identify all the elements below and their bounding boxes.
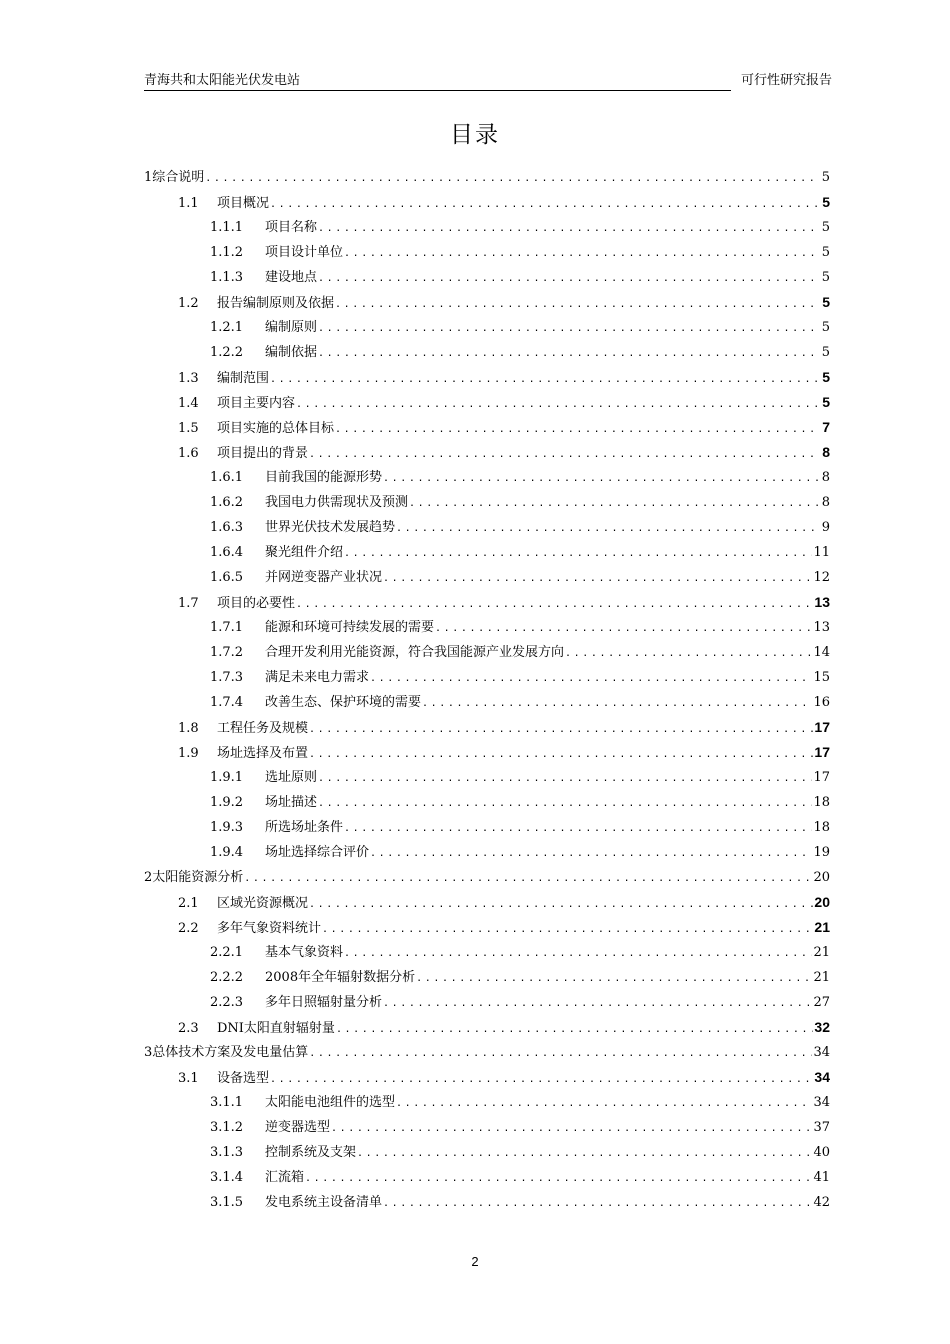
- toc-entry-number: 3: [144, 1045, 153, 1060]
- header-report-type: 可行性研究报告: [740, 73, 832, 88]
- toc-dot-leader: [318, 766, 812, 791]
- toc-entry-page: 14: [813, 645, 830, 660]
- toc-entry-label: 基本气象资料: [265, 945, 344, 960]
- toc-entry-number: 3.1.2: [210, 1120, 244, 1135]
- toc-entry-label: 聚光组件介绍: [265, 545, 344, 560]
- toc-entry[interactable]: [144, 415, 830, 440]
- toc-entry-page: 8: [821, 495, 830, 510]
- toc-entry-number: 1.1: [178, 196, 199, 211]
- toc-entry-label: 建设地点: [265, 270, 318, 285]
- toc-entry[interactable]: [144, 940, 830, 965]
- toc-entry-number: 1.6.5: [210, 570, 244, 585]
- toc-entry-number: 1.8: [178, 721, 199, 736]
- toc-entry-page: 5: [822, 194, 830, 210]
- toc-dot-leader: [344, 541, 812, 566]
- toc-entry-page: 5: [822, 294, 830, 310]
- toc-dot-leader: [422, 691, 812, 716]
- toc-entry-number: 1.2: [178, 296, 199, 311]
- toc-entry-number: 3.1.3: [210, 1145, 244, 1160]
- toc-entry-page: 34: [814, 1069, 830, 1085]
- toc-entry[interactable]: [144, 265, 830, 290]
- toc-entry[interactable]: [144, 840, 830, 865]
- toc-entry-number: 2.2.2: [210, 970, 244, 985]
- toc-dot-leader: [318, 216, 819, 241]
- toc-entry-page: 5: [822, 369, 830, 385]
- toc-entry-page: 16: [813, 695, 830, 710]
- toc-entry-label: 项目概况: [217, 196, 270, 211]
- toc-entry-label: 2008年全年辐射数据分析: [265, 970, 416, 985]
- toc-entry-page: 21: [813, 945, 830, 960]
- toc-entry-page: 19: [813, 845, 830, 860]
- toc-dot-leader: [335, 292, 819, 317]
- page-number: 2: [471, 1254, 479, 1269]
- toc-entry[interactable]: [144, 1090, 830, 1115]
- toc-dot-leader: [336, 1017, 813, 1042]
- toc-dot-leader: [309, 1041, 812, 1066]
- toc-entry-label: 项目名称: [265, 220, 318, 235]
- toc-entry-label: 项目主要内容: [217, 396, 296, 411]
- toc-dot-leader: [409, 491, 819, 516]
- toc-entry[interactable]: [144, 165, 830, 190]
- toc-entry-page: 40: [813, 1145, 830, 1160]
- toc-entry-number: 1.1.3: [210, 270, 244, 285]
- toc-entry[interactable]: [144, 315, 830, 340]
- toc-entry[interactable]: [144, 340, 830, 365]
- toc-entry-number: 2.3: [178, 1021, 199, 1036]
- toc-entry-page: 5: [821, 170, 830, 185]
- toc-entry-page: 8: [821, 470, 830, 485]
- toc-entry[interactable]: [144, 215, 830, 240]
- toc-dot-leader: [396, 516, 819, 541]
- toc-entry-label: 区域光资源概况: [217, 896, 309, 911]
- toc-entry-number: 1: [144, 170, 153, 185]
- toc-entry-label: 多年日照辐射量分析: [265, 995, 383, 1010]
- toc-entry-number: 3.1.1: [210, 1095, 244, 1110]
- toc-entry[interactable]: [144, 615, 830, 640]
- toc-entry-number: 1.6.1: [210, 470, 244, 485]
- toc-entry-number: 1.6.4: [210, 545, 244, 560]
- toc-entry-page: 15: [813, 670, 830, 685]
- toc-entry-label: 多年气象资料统计: [217, 921, 322, 936]
- toc-entry-number: 1.3: [178, 371, 199, 386]
- toc-dot-leader: [416, 966, 812, 991]
- toc-dot-leader: [305, 1166, 812, 1191]
- toc-entry-number: 1.7.2: [210, 645, 244, 660]
- toc-entry-label: 满足未来电力需求: [265, 670, 370, 685]
- toc-entry[interactable]: [144, 365, 830, 390]
- toc-entry[interactable]: [144, 190, 830, 215]
- toc-entry-page: 42: [813, 1195, 830, 1210]
- toc-dot-leader: [318, 791, 812, 816]
- toc-dot-leader: [270, 1067, 813, 1092]
- toc-entry-label: 汇流箱: [265, 1170, 305, 1185]
- toc-entry[interactable]: [144, 690, 830, 715]
- toc-dot-leader: [309, 742, 813, 767]
- toc-entry-label: 工程任务及规模: [217, 721, 309, 736]
- toc-entry-label: 并网逆变器产业状况: [265, 570, 383, 585]
- toc-entry[interactable]: [144, 1065, 830, 1090]
- toc-dot-leader: [318, 316, 819, 341]
- toc-entry-label: 项目的必要性: [217, 596, 296, 611]
- toc-entry-number: 1.6.2: [210, 495, 244, 510]
- toc-entry[interactable]: [144, 540, 830, 565]
- toc-entry-page: 20: [814, 894, 830, 910]
- toc-entry[interactable]: [144, 1190, 830, 1215]
- toc-dot-leader: [396, 1091, 812, 1116]
- toc-entry-page: 7: [822, 419, 830, 435]
- toc-entry-number: 1.9.2: [210, 795, 244, 810]
- toc-entry-page: 5: [822, 394, 830, 410]
- toc-entry[interactable]: [144, 515, 830, 540]
- toc-dot-leader: [344, 241, 819, 266]
- toc-entry-label: 改善生态、保护环境的需要: [265, 695, 422, 710]
- toc-entry-number: 1.9.3: [210, 820, 244, 835]
- toc-entry-page: 21: [814, 919, 830, 935]
- toc-entry[interactable]: [144, 290, 830, 315]
- toc-entry-page: 17: [814, 744, 830, 760]
- toc-entry-label: 场址描述: [265, 795, 318, 810]
- toc-entry-page: 17: [813, 770, 830, 785]
- toc-dot-leader: [296, 592, 813, 617]
- toc-entry-label: 发电系统主设备清单: [265, 1195, 383, 1210]
- toc-entry-page: 18: [813, 795, 830, 810]
- toc-dot-leader: [565, 641, 812, 666]
- toc-entry-page: 5: [821, 345, 830, 360]
- toc-entry-number: 1.7.1: [210, 620, 244, 635]
- toc-entry-number: 1.2.1: [210, 320, 244, 335]
- toc-entry-label: 场址选择综合评价: [265, 845, 370, 860]
- toc-entry-number: 1.7.3: [210, 670, 244, 685]
- toc-dot-leader: [383, 1191, 812, 1216]
- toc-dot-leader: [370, 841, 812, 866]
- toc-dot-leader: [344, 816, 812, 841]
- toc-dot-leader: [309, 442, 819, 467]
- toc-entry-label: 编制原则: [265, 320, 318, 335]
- toc-entry-number: 1.9: [178, 746, 199, 761]
- toc-entry-page: 27: [813, 995, 830, 1010]
- toc-entry[interactable]: [144, 790, 830, 815]
- toc-entry-page: 9: [821, 520, 830, 535]
- toc-entry-label: 目前我国的能源形势: [265, 470, 383, 485]
- toc-entry[interactable]: [144, 815, 830, 840]
- toc-entry[interactable]: [144, 240, 830, 265]
- toc-entry-page: 34: [813, 1045, 830, 1060]
- toc-entry-number: 2.1: [178, 896, 199, 911]
- toc-entry[interactable]: [144, 1140, 830, 1165]
- table-of-contents: [144, 165, 830, 1215]
- toc-dot-leader: [318, 266, 819, 291]
- toc-entry[interactable]: [144, 915, 830, 940]
- toc-entry-label: 所选场址条件: [265, 820, 344, 835]
- toc-entry[interactable]: [144, 740, 830, 765]
- toc-entry-label: 逆变器选型: [265, 1120, 331, 1135]
- toc-entry[interactable]: [144, 465, 830, 490]
- toc-entry[interactable]: [144, 990, 830, 1015]
- toc-entry[interactable]: [144, 1115, 830, 1140]
- toc-entry-number: 1.7: [178, 596, 199, 611]
- toc-entry-page: 32: [814, 1019, 830, 1035]
- header-document-title: 青海共和太阳能光伏发电站: [144, 73, 301, 88]
- toc-dot-leader: [318, 341, 819, 366]
- toc-entry-page: 13: [814, 594, 830, 610]
- toc-entry-number: 1.4: [178, 396, 199, 411]
- toc-dot-leader: [309, 892, 813, 917]
- toc-entry[interactable]: [144, 590, 830, 615]
- toc-entry-page: 11: [813, 545, 830, 560]
- toc-dot-leader: [270, 192, 819, 217]
- toc-entry-label: 世界光伏技术发展趋势: [265, 520, 396, 535]
- toc-dot-leader: [383, 466, 819, 491]
- toc-entry-label: 报告编制原则及依据: [217, 296, 335, 311]
- toc-entry-page: 37: [813, 1120, 830, 1135]
- toc-entry-label: 编制依据: [265, 345, 318, 360]
- toc-dot-leader: [205, 166, 819, 191]
- toc-entry-number: 1.9.4: [210, 845, 244, 860]
- toc-entry-page: 18: [813, 820, 830, 835]
- toc-entry-label: 项目设计单位: [265, 245, 344, 260]
- toc-dot-leader: [309, 717, 813, 742]
- toc-entry-label: 合理开发利用光能资源，符合我国能源产业发展方向: [265, 645, 565, 660]
- toc-dot-leader: [370, 666, 812, 691]
- toc-entry-page: 5: [821, 220, 830, 235]
- toc-entry-number: 1.6.3: [210, 520, 244, 535]
- toc-entry-number: 1.5: [178, 421, 199, 436]
- toc-entry-label: 编制范围: [217, 371, 270, 386]
- header-rule: [144, 90, 731, 91]
- toc-entry[interactable]: [144, 865, 830, 890]
- toc-entry-number: 2: [144, 870, 153, 885]
- toc-entry[interactable]: [144, 1040, 830, 1065]
- toc-entry-number: 2.2.3: [210, 995, 244, 1010]
- toc-entry[interactable]: [144, 890, 830, 915]
- toc-entry-label: 控制系统及支架: [265, 1145, 357, 1160]
- toc-entry-label: 综合说明: [152, 170, 205, 185]
- toc-entry-page: 5: [821, 320, 830, 335]
- toc-entry-number: 1.9.1: [210, 770, 244, 785]
- toc-entry-page: 34: [813, 1095, 830, 1110]
- toc-entry-number: 3.1.4: [210, 1170, 244, 1185]
- toc-entry-number: 2.2.1: [210, 945, 244, 960]
- toc-entry[interactable]: [144, 1015, 830, 1040]
- toc-entry-label: 太阳能电池组件的选型: [265, 1095, 396, 1110]
- toc-entry-label: 选址原则: [265, 770, 318, 785]
- toc-entry-number: 1.6: [178, 446, 199, 461]
- toc-entry-page: 12: [813, 570, 830, 585]
- toc-entry[interactable]: [144, 440, 830, 465]
- toc-dot-leader: [331, 1116, 812, 1141]
- toc-entry-number: 1.1.2: [210, 245, 244, 260]
- toc-dot-leader: [335, 417, 819, 442]
- page-header: [144, 72, 832, 92]
- toc-dot-leader: [244, 866, 812, 891]
- toc-entry-page: 5: [821, 245, 830, 260]
- toc-entry-label: 我国电力供需现状及预测: [265, 495, 409, 510]
- toc-entry[interactable]: [144, 765, 830, 790]
- toc-entry-number: 1.7.4: [210, 695, 244, 710]
- toc-entry[interactable]: [144, 715, 830, 740]
- toc-entry-label: DNI太阳直射辐射量: [217, 1021, 335, 1036]
- toc-entry-label: 总体技术方案及发电量估算: [152, 1045, 309, 1060]
- toc-entry-number: 3.1: [178, 1071, 199, 1086]
- toc-dot-leader: [322, 917, 813, 942]
- toc-entry-page: 8: [822, 444, 830, 460]
- toc-entry-number: 2.2: [178, 921, 199, 936]
- toc-entry-page: 5: [821, 270, 830, 285]
- toc-entry[interactable]: [144, 565, 830, 590]
- toc-entry-page: 41: [813, 1170, 830, 1185]
- toc-dot-leader: [435, 616, 812, 641]
- toc-entry[interactable]: [144, 965, 830, 990]
- toc-entry[interactable]: [144, 390, 830, 415]
- toc-entry-label: 场址选择及布置: [217, 746, 309, 761]
- toc-entry-label: 设备选型: [217, 1071, 270, 1086]
- toc-entry-number: 3.1.5: [210, 1195, 244, 1210]
- toc-dot-leader: [270, 367, 819, 392]
- toc-entry-number: 1.2.2: [210, 345, 244, 360]
- toc-entry-page: 17: [814, 719, 830, 735]
- toc-entry[interactable]: [144, 1165, 830, 1190]
- toc-entry-number: 1.1.1: [210, 220, 244, 235]
- toc-entry[interactable]: [144, 640, 830, 665]
- toc-entry-page: 20: [813, 870, 830, 885]
- toc-dot-leader: [296, 392, 819, 417]
- toc-dot-leader: [383, 566, 812, 591]
- toc-entry-page: 21: [813, 970, 830, 985]
- toc-entry-label: 项目实施的总体目标: [217, 421, 335, 436]
- toc-entry-page: 13: [813, 620, 830, 635]
- toc-entry[interactable]: [144, 665, 830, 690]
- toc-title: 目录: [450, 122, 500, 148]
- toc-dot-leader: [383, 991, 812, 1016]
- toc-dot-leader: [357, 1141, 812, 1166]
- toc-entry-label: 太阳能资源分析: [152, 870, 244, 885]
- toc-dot-leader: [344, 941, 812, 966]
- toc-entry-label: 项目提出的背景: [217, 446, 309, 461]
- toc-entry[interactable]: [144, 490, 830, 515]
- toc-entry-label: 能源和环境可持续发展的需要: [265, 620, 435, 635]
